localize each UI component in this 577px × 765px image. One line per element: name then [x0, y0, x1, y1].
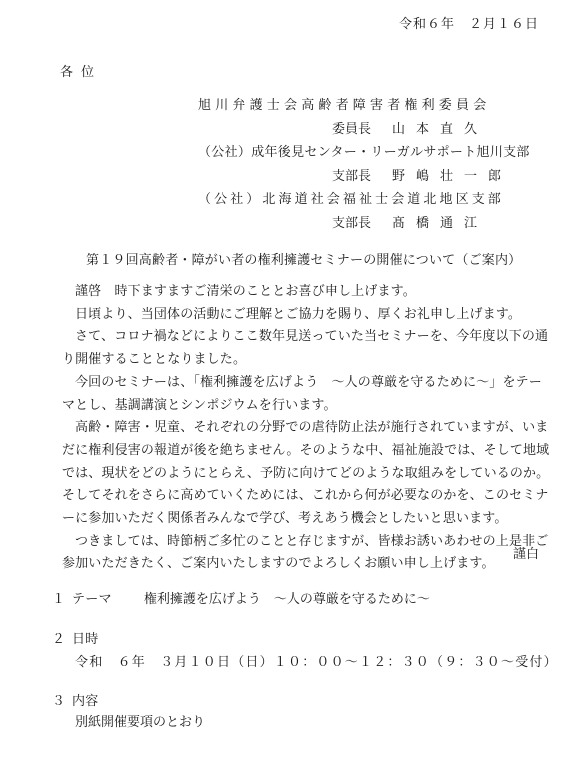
- section-datetime: [52, 633, 99, 646]
- section-title: 日時: [72, 632, 99, 647]
- sender-name: 髙橋通江: [392, 216, 489, 231]
- section-content: [52, 695, 99, 708]
- body-paragraph: 日頃より、当団体の活動にご理解とご協力を賜り、厚くお礼申し上げます。: [75, 306, 522, 322]
- section-number: ２: [52, 632, 66, 647]
- section-title: テーマ: [72, 592, 112, 607]
- section-number: １: [52, 592, 66, 607]
- body-paragraph: 高齢・障害・児童、それぞれの分野での虐待防止法が施行されていますが、いまだに権利侵害の報道が後を絶ちません。そのような中、福祉施設では、そして地域では、現状をどのようにとらえ、予防に向けてどのような取組みをしているのか。そしてそれをさらに高めていくためには、これから何が必要なのかを、このセミナーに参加いただく関係者みんなで学び、考えあう機会としたいと思います。: [62, 420, 550, 527]
- body-paragraph: さて、コロナ禍などによりここ数年見送っていた当セミナーを、今年度以下の通り開催することとなりました。: [62, 329, 549, 368]
- letter-body: [62, 281, 552, 576]
- sender-signatory-1: [332, 123, 488, 136]
- sender-name: 野嶋壮一郎: [392, 169, 513, 184]
- sender-role: 委員長: [332, 122, 372, 137]
- addressee: 各位: [60, 65, 103, 80]
- sender-org-2: （公社）成年後見センター・リーガルサポート旭川支部: [198, 145, 530, 160]
- sender-signatory-2: [332, 170, 512, 183]
- section-number: ３: [52, 694, 66, 709]
- letter-date: 令和６年 ２月１６日: [398, 17, 539, 32]
- sender-signatory-3: [332, 217, 488, 230]
- section-datetime-detail: 令和 ６年 ３月１０日（日）１０：００～１２：３０（９：３０～受付）: [75, 655, 558, 670]
- sender-name: 山本直久: [392, 122, 489, 137]
- sender-role: 支部長: [332, 216, 372, 231]
- body-paragraph: 謹啓 時下ますますご清栄のこととお喜び申し上げます。: [75, 284, 416, 299]
- sender-role: 支部長: [332, 169, 372, 184]
- letter-subject: 第１９回高齢者・障がい者の権利擁護セミナーの開催について（ご案内）: [86, 253, 522, 268]
- closing-salutation: 謹白: [512, 547, 539, 562]
- section-theme: [52, 593, 430, 606]
- sender-org-1: 旭川弁護士会高齢者障害者権利委員会: [198, 98, 491, 113]
- section-title: 内容: [72, 694, 99, 709]
- body-paragraph: つきましては、時節柄ご多忙のことと存じますが、皆様お誘いあわせの上是非ご参加いただきたく、ご案内いたしますのでよろしくお願い申し上げます。: [62, 533, 549, 572]
- section-value: 権利擁護を広げよう ～人の尊厳を守るために～: [143, 592, 430, 607]
- sender-org-3: （公社）北海道社会福祉士会道北地区支部: [198, 192, 504, 207]
- section-content-detail: 別紙開催要項のとおり: [75, 715, 206, 730]
- body-paragraph: 今回のセミナーは、「権利擁護を広げよう ～人の尊厳を守るために～」をテーマとし、基調講演とシンポジウムを行います。: [62, 374, 542, 413]
